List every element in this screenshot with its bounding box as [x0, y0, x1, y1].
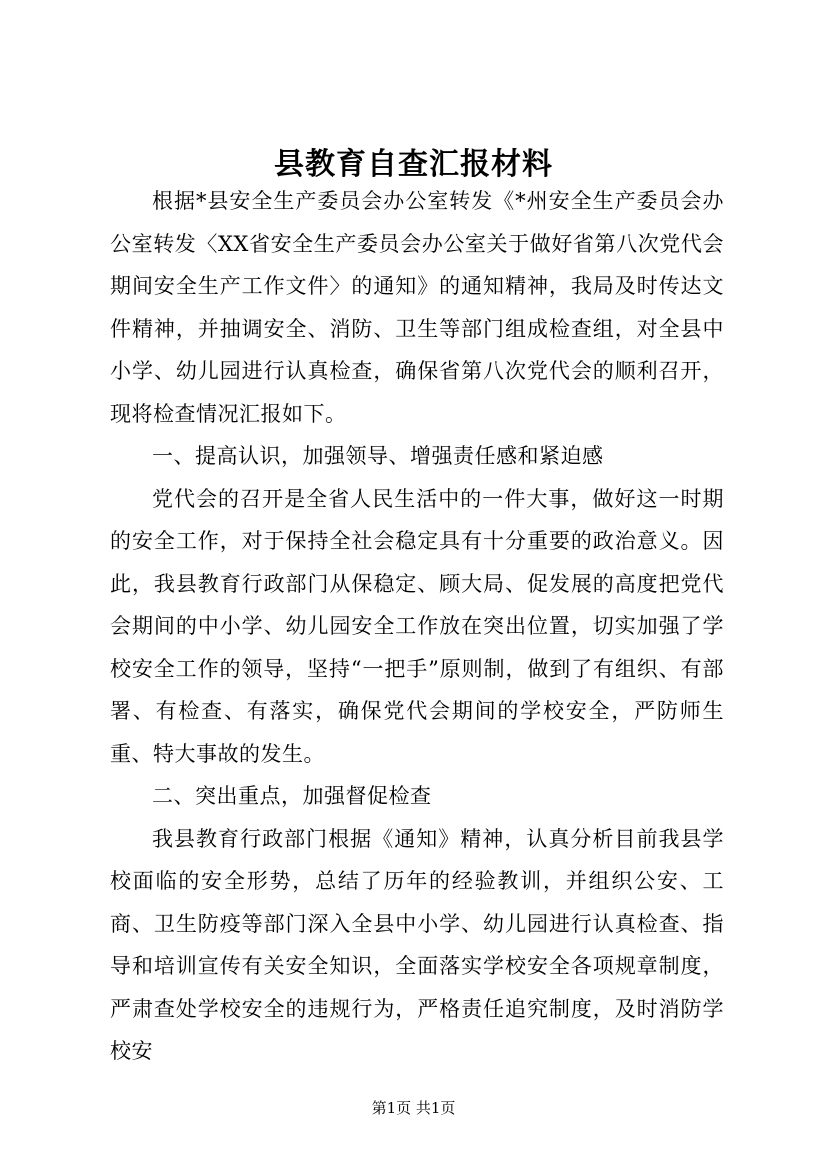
section-heading-1: 一、提高认识，加强领导、增强责任感和紧迫感 [152, 444, 604, 468]
page-footer: 第1页 共1页 [371, 1099, 456, 1117]
paragraph-section-2: 我县教育行政部门根据《通知》精神，认真分析目前我县学校面临的安全形势，总结了历年的经验教训，并组织公安、工商、卫生防疫等部门深入全县中小学、幼儿园进行认真检查、指导和培训宣传有关安全知识，全面落实学校安全各项规章制度，严肃查处学校安全的违规行为，严格责任追究制度，及时消防学校安 [110, 826, 724, 1063]
paragraph-intro: 根据*县安全生产委员会办公室转发《*州安全生产委员会办公室转发〈XX省安全生产委员会办公室关于做好省第八次党代会期间安全生产工作文件〉的通知》的通知精神，我局及时传达文件精神，并抽调安全、消防、卫生等部门组成检查组，对全县中小学、幼儿园进行认真检查，确保省第八次党代会的顺利召开，现将检查情况汇报如下。 [110, 189, 724, 426]
section-heading-2: 二、突出重点，加强督促检查 [152, 784, 432, 808]
document-body [110, 180, 724, 1073]
paragraph-section-1: 党代会的召开是全省人民生活中的一件大事，做好这一时期的安全工作，对于保持全社会稳定具有十分重要的政治意义。因此，我县教育行政部门从保稳定、顾大局、促发展的高度把党代会期间的中小学、幼儿园安全工作放在突出位置，切实加强了学校安全工作的领导，坚持“一把手”原则制，做到了有组织、有部署、有检查、有落实，确保党代会期间的学校安全，严防师生重、特大事故的发生。 [110, 486, 724, 766]
document-title: 县教育自查汇报材料 [274, 147, 553, 182]
